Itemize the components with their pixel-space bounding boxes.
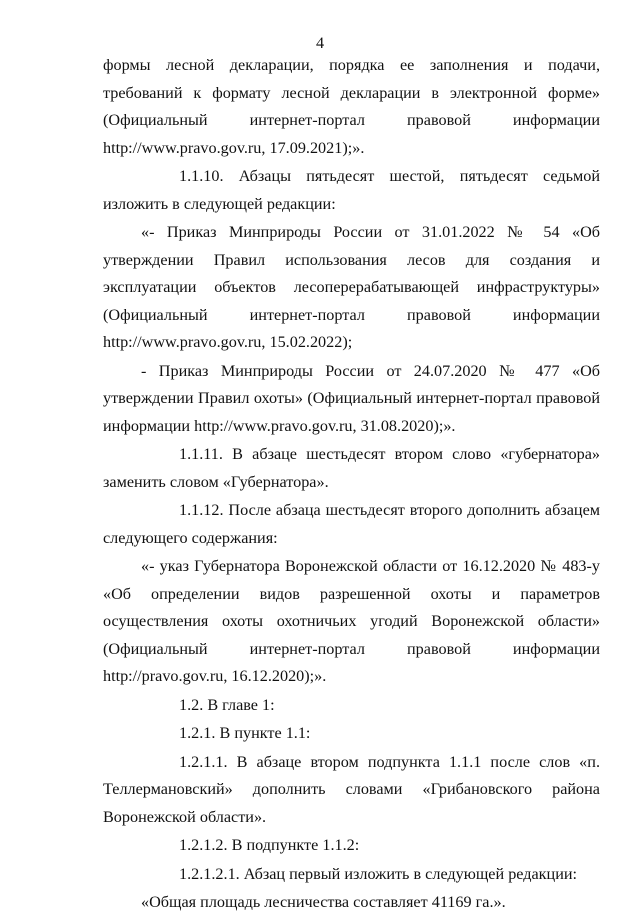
paragraph: [103, 832, 600, 860]
paragraph: [103, 358, 600, 441]
paragraph-text: «- указ Губернатора Воронежской области от 16.12.2020 № 483-у «Об определении видов разрешенной охоты и параметров осуществления охоты охотничьих угодий Воронежской области» (Официальный интернет-портал правовой информации http://pravo.gov.ru, 16.12.2020);».: [103, 557, 600, 685]
item-number: 1.2.: [179, 695, 204, 714]
document-body: [103, 52, 600, 917]
item-number: 1.1.11.: [179, 445, 223, 463]
paragraph-text: Абзац первый изложить в следующей редакции:: [243, 864, 578, 883]
paragraph: [103, 219, 600, 357]
paragraph-text: Абзацы пятьдесят шестой, пятьдесят седьмой изложить в следующей редакции:: [103, 167, 600, 213]
paragraph-text: В подпункте 1.1.2:: [231, 836, 360, 854]
paragraph: [103, 497, 600, 552]
item-number: 1.2.1.2.1.: [179, 864, 240, 883]
page-number: 4: [315, 34, 325, 52]
item-number: 1.1.12.: [179, 501, 224, 519]
paragraph-text: После абзаца шестьдесят второго дополнить абзацем следующего содержания:: [103, 501, 600, 547]
paragraph-text: В главе 1:: [207, 695, 275, 714]
paragraph-text: «Общая площадь лесничества составляет 41169 га.».: [141, 893, 506, 911]
item-number: 1.2.1.: [179, 724, 216, 742]
paragraph-text: В пункте 1.1:: [219, 724, 311, 742]
paragraph-text: формы лесной декларации, порядка ее заполнения и подачи, требований к формату лесной декларации в электронной форме» (Официальный интернет-портал правовой информации http://www.pravo.gov.ru, 17.09.2021);».: [103, 56, 600, 157]
paragraph-text: В абзаце втором подпункта 1.1.1 после слов «п. Теллермановский» дополнить словами «Грибановского района Воронежской области».: [103, 752, 600, 826]
paragraph-text: «- Приказ Минприроды России от 31.01.2022 № 54 «Об утверждении Правил использования лесов для создания и эксплуатации объектов лесоперерабатывающей инфраструктуры» (Официальный интернет-портал правовой информации http://www.pravo.gov.ru, 15.02.2022);: [103, 223, 600, 351]
paragraph: [103, 749, 600, 832]
paragraph: [103, 553, 600, 691]
paragraph: [103, 52, 600, 162]
item-number: 1.2.1.1.: [179, 752, 228, 771]
item-number: 1.1.10.: [179, 167, 224, 185]
paragraph: [103, 441, 600, 496]
paragraph: [103, 861, 600, 889]
paragraph: [103, 163, 600, 218]
item-number: 1.2.1.2.: [179, 836, 228, 854]
paragraph-text: - Приказ Минприроды России от 24.07.2020 № 477 «Об утверждении Правил охоты» (Официальный интернет-портал правовой информации http://www.pravo.gov.ru, 31.08.2020);».: [103, 361, 600, 435]
paragraph: [103, 889, 600, 917]
paragraph: [103, 720, 600, 748]
paragraph: [103, 692, 600, 720]
paragraph-text: В абзаце шестьдесят втором слово «губернатора» заменить словом «Губернатора».: [103, 445, 601, 491]
